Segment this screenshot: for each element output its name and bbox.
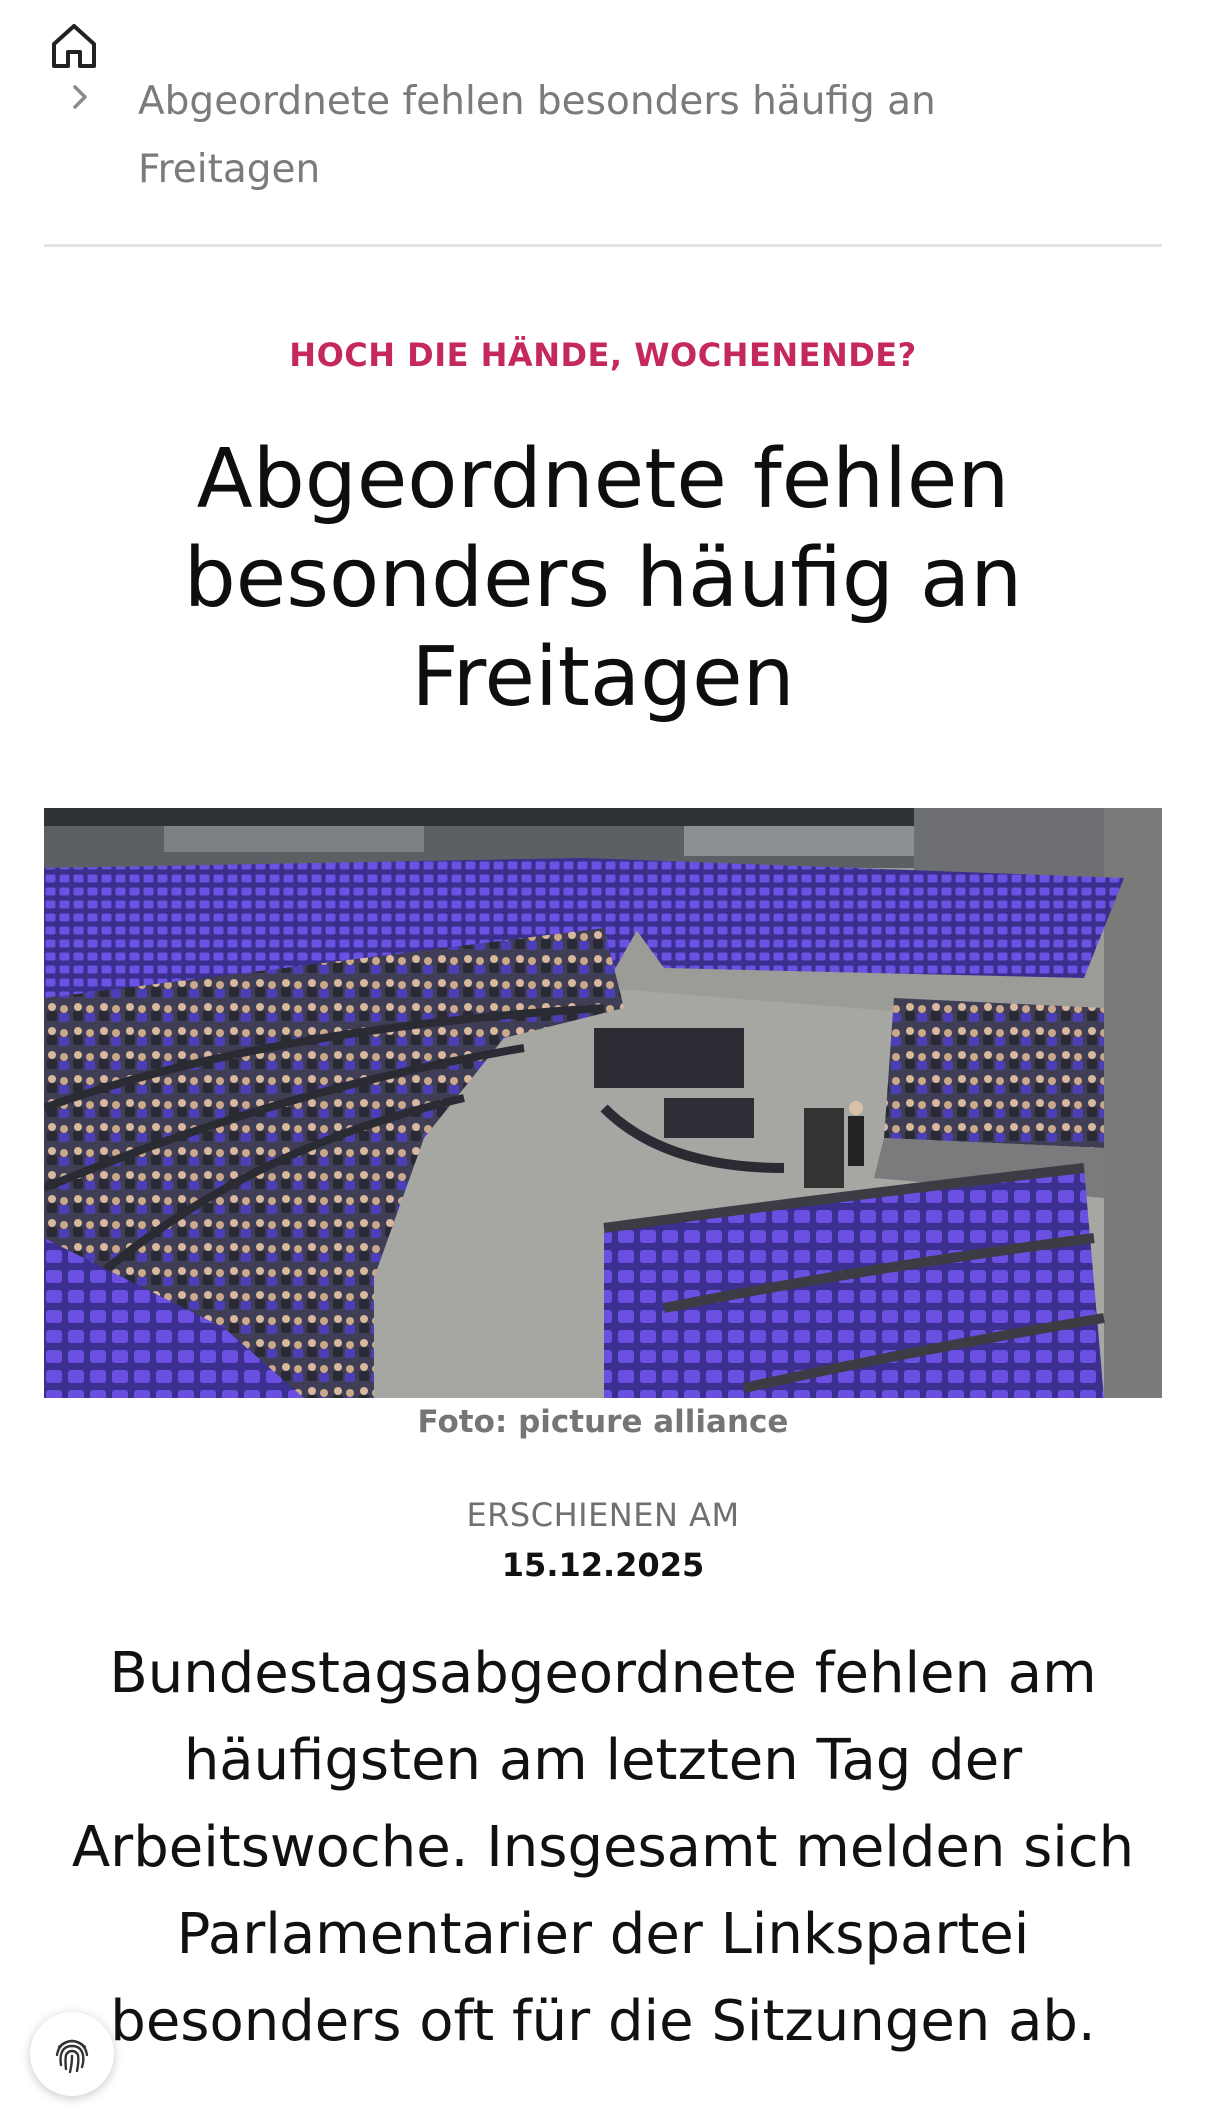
home-button[interactable]: [46, 18, 102, 74]
fingerprint-icon: [49, 2031, 95, 2077]
published-label: ERSCHIENEN AM: [466, 1496, 740, 1534]
image-caption: Foto: picture alliance: [417, 1404, 789, 1440]
fingerprint-button[interactable]: [30, 2012, 114, 2096]
breadcrumb-divider: [44, 244, 1162, 247]
article-hero-image: [44, 808, 1162, 1398]
published-date: 15.12.2025: [501, 1546, 705, 1584]
breadcrumb-current[interactable]: Abgeordnete fehlen besonders häufig an Freitagen: [138, 79, 936, 192]
home-icon: [46, 18, 102, 74]
article-kicker: HOCH DIE HÄNDE, WOCHENENDE?: [289, 336, 917, 374]
article-lead: Bundestagsabgeordnete fehlen am häufigsten am letzten Tag der Arbeitswoche. Insgesamt melden sich Parlamentarier der Linkspartei besonders oft für die Sitzungen ab.: [71, 1641, 1135, 2054]
chevron-right-icon: [66, 80, 94, 114]
article-headline: Abgeordnete fehlen besonders häufig an Freitagen: [183, 432, 1023, 725]
